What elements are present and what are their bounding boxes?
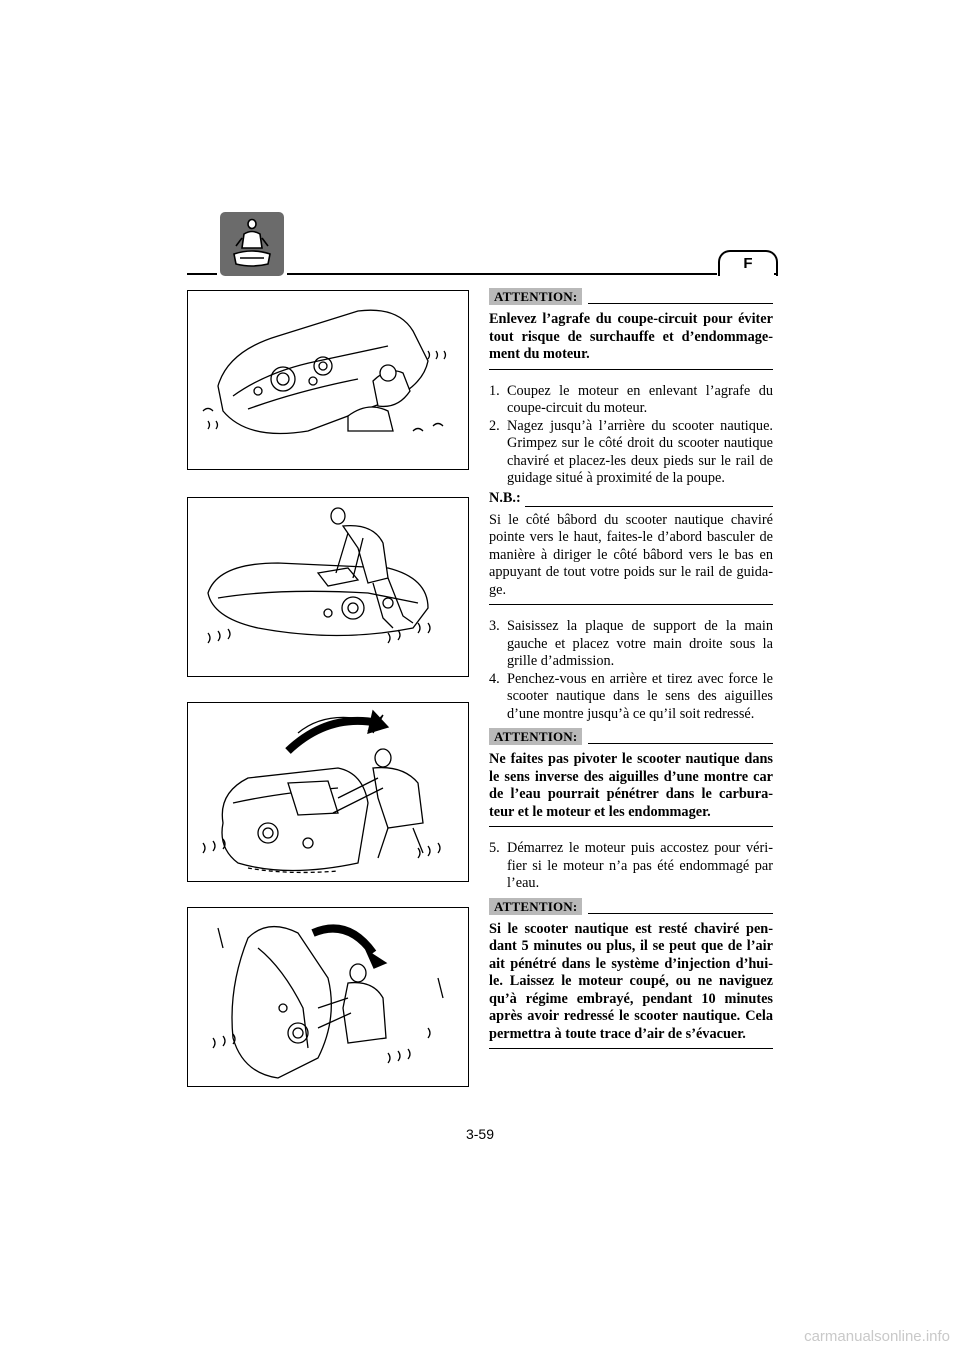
figure-climbing-on-craft [187, 497, 469, 677]
attention-text: Enlevez l’agrafe du coupe-circuit pour éviter tout risque de surchauffe et d’endommage-ment du moteur. [489, 311, 773, 370]
list-item: 5. Démarrez le moteur puis accostez pour véri-fier si le moteur n’a pas été endommagé par l’eau. [489, 840, 773, 891]
note-rule [525, 506, 773, 507]
header-rule-left [187, 273, 217, 275]
instruction-column [489, 287, 773, 1049]
attention-label: ATTENTION: [489, 728, 582, 745]
attention-block-3 [489, 897, 773, 1050]
attention-rule [588, 303, 773, 304]
steps-list-3 [489, 840, 773, 893]
language-tab: F [718, 250, 778, 276]
list-item: 2. Nagez jusqu’à l’arrière du scooter nautique. Grimpez sur le côté droit du scooter nautique chaviré et placez-les deux pieds sur le rail de guidage situé à proximité de la poupe. [489, 417, 773, 486]
figure-righting-craft [187, 702, 469, 882]
note-text: Si le côté bâbord du scooter nautique chaviré pointe vers le haut, faites-le d’abord basculer de manière à diriger le côté bâbord vers le bas en appuyant de tout votre poids sur le rail de guida-ge. [489, 512, 773, 606]
attention-rule [588, 743, 773, 744]
attention-label: ATTENTION: [489, 288, 582, 305]
attention-label: ATTENTION: [489, 898, 582, 915]
figure-capsized-craft-swimmer [187, 290, 469, 470]
attention-block-1 [489, 287, 773, 370]
note-block [489, 490, 773, 606]
page-number: 3-59 [465, 1126, 495, 1142]
figure-craft-upright [187, 907, 469, 1087]
watercraft-rider-icon [220, 212, 284, 276]
note-label: N.B.: [489, 490, 521, 506]
header-rule-right [287, 273, 717, 275]
attention-rule [588, 913, 773, 914]
footer-watermark-link[interactable]: carmanualsonline.info [804, 1328, 950, 1345]
attention-text: Ne faites pas pivoter le scooter nautique dans le sens inverse des aiguilles d’une montre car de l’eau pourrait pénétrer dans le carbura-teur et le moteur et les endommager. [489, 751, 773, 827]
attention-block-2 [489, 727, 773, 827]
steps-list-2 [489, 618, 773, 723]
list-item: 1. Coupez le moteur en enlevant l’agrafe du coupe-circuit du moteur. [489, 382, 773, 416]
list-item: 3. Saisissez la plaque de support de la main gauche et placez votre main droite sous la grille d’admission. [489, 618, 773, 669]
steps-list-1 [489, 383, 773, 488]
attention-text: Si le scooter nautique est resté chaviré pen-dant 5 minutes ou plus, il se peut que de l’air ait pénétré dans le système d’injection d’hui-le. Laissez le moteur coupé, ou ne naviguez qu’à régime embrayé, pendant 10 minutes après avoir redressé le scooter nautique. Cela permettra à toute trace d’air de s’évacuer. [489, 921, 773, 1050]
list-item: 4. Penchez-vous en arrière et tirez avec force le scooter nautique dans le sens des aiguilles d’une montre jusqu’à ce qu’il soit redressé. [489, 670, 773, 722]
header-rule-end [774, 273, 776, 275]
